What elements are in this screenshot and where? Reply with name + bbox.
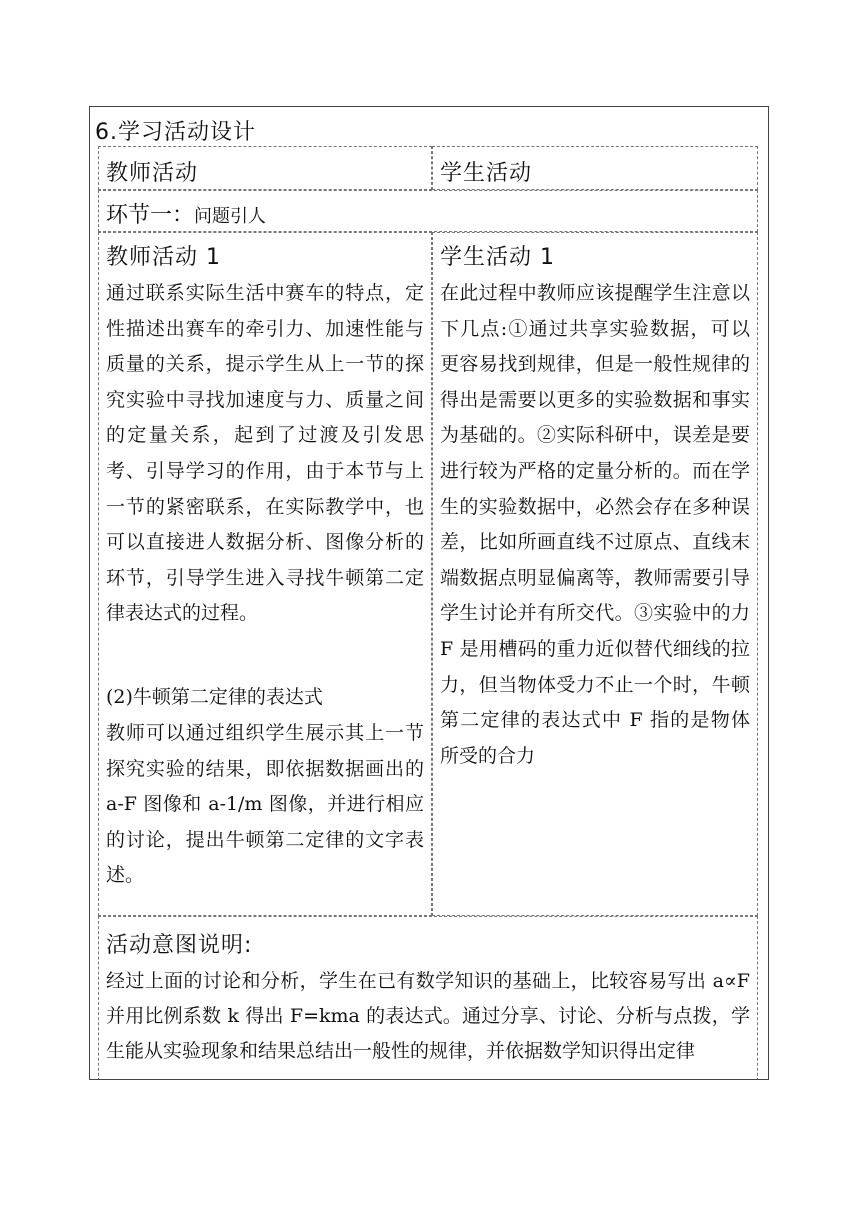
column-header-student: 学生活动 <box>440 161 533 186</box>
student-activity-body: 在此过程中教师应该提醒学生注意以下几点:①通过共享实验数据，可以更容易找到规律，但是一般性规律的得出是需要以更多的实验数据和事实为基础的。②实际科研中，误差是要进行较为严格的定量分析的。而在学生的实验数据中，必然会存在多种误差，比如所画直线不过原点、直线末端数据点明显偏离等，教师需要引导学生讨论并有所交代。③实验中的力 F 是用槽码的重力近似替代细线的拉力，但当物体受力不止一个时，牛顿第二定律的表达式中 F 指的是物体所受的合力 <box>440 282 750 767</box>
intent-title: 活动意图说明: <box>106 933 253 958</box>
teacher-activity-body-2: 教师可以通过组织学生展示其上一节探究实验的结果，即依据数据画出的 a-F 图像和 a-1/m 图像，并进行相应的讨论，提出牛顿第二定律的文字表述。 <box>106 722 424 887</box>
section-title: 6.学习活动设计 <box>95 120 256 145</box>
teacher-activity-title: 教师活动 1 <box>106 245 221 270</box>
teacher-activity-body: 通过联系实际生活中赛车的特点，定性描述出赛车的牵引力、加速性能与质量的关系，提示学生从上一节的探究实验中寻找加速度与力、质量之间的定量关系，起到了过渡及引发思考、引导学习的作用，由于本节与上一节的紧密联系，在实际教学中，也可以直接进人数据分析、图像分析的环节，引导学生进入寻找牛顿第二定律表达式的过程。 <box>106 282 424 625</box>
table-bottom-edge <box>89 1079 769 1080</box>
page-bottom-margin <box>0 1080 860 1216</box>
intent-body: 经过上面的讨论和分析，学生在已有数学知识的基础上，比较容易写出 a∝F 并用比例系数 k 得出 F=kma 的表达式。通过分享、讨论、分析与点拨，学生能从实验现象和结果总结出一般性的规律，并依据数学知识得出定律 <box>106 970 750 1062</box>
stage-label: 环节一： <box>106 203 195 228</box>
student-activity-title: 学生活动 1 <box>440 245 555 270</box>
column-header-teacher: 教师活动 <box>106 161 199 186</box>
stage-name: 问题引人 <box>194 206 267 227</box>
teacher-activity-subheading: (2)牛顿第二定律的表达式 <box>106 686 323 708</box>
stage-heading <box>106 198 266 229</box>
